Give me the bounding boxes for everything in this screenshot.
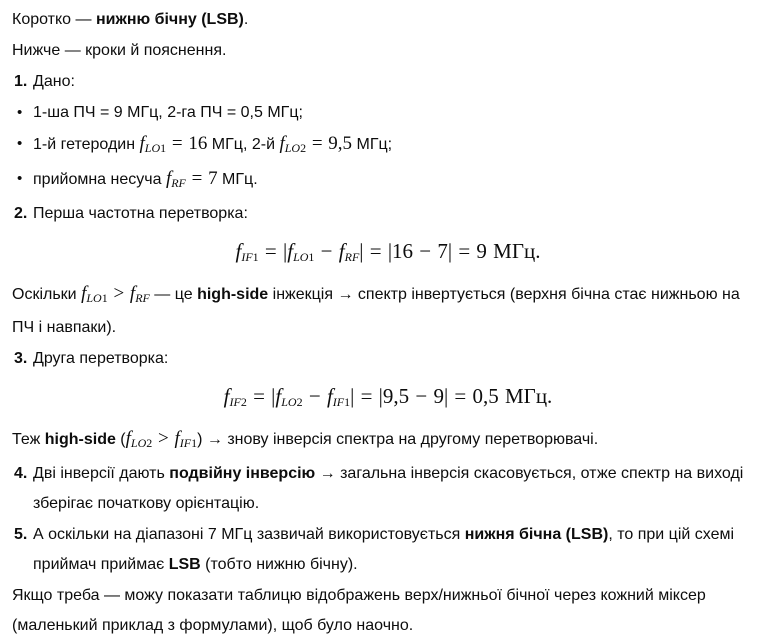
math-subscript: LO1: [86, 291, 108, 305]
math-variable: f: [279, 133, 285, 154]
list-item-text: [33, 459, 764, 519]
math-variable: f: [287, 239, 294, 263]
text-run: , то при цій схемі приймач приймає: [33, 526, 735, 573]
text-run: Оскільки: [12, 286, 82, 303]
math-subscript: LO2: [281, 395, 303, 409]
paragraph: [12, 5, 764, 35]
list-item-text: [33, 199, 764, 229]
math-expression: fLO1 = 16: [139, 133, 208, 155]
bullet-list-item: [12, 98, 764, 128]
list-item-text: [33, 129, 764, 163]
list-item-text: [33, 520, 764, 580]
math-subscript: IF1: [179, 436, 198, 450]
numbered-list-item: [12, 459, 764, 519]
math-subscript: IF1: [332, 395, 351, 409]
paragraph: [12, 581, 764, 641]
bullet-list-item: [12, 164, 764, 198]
math-subscript: RF: [344, 250, 360, 264]
text-run: МГц, 2-й: [207, 136, 280, 153]
text-run: ) → знову інверсія спектра на другому перетворювачі.: [197, 431, 599, 448]
text-run: (тобто нижню бічну).: [200, 556, 358, 573]
math-variable: f: [275, 384, 282, 408]
text-run: МГц.: [217, 171, 258, 188]
list-number-marker: 2.: [14, 205, 28, 222]
bold-text-run: подвійну інверсію: [169, 465, 316, 482]
list-item-text: [33, 98, 764, 128]
text-run: Коротко —: [12, 11, 96, 28]
text-run: 1-ша ПЧ = 9 МГц, 2-га ПЧ = 0,5 МГц;: [33, 104, 303, 121]
text-run: .: [243, 11, 249, 28]
math-subscript: LO2: [130, 436, 153, 450]
paragraph: [12, 36, 764, 66]
bullet-marker: •: [17, 135, 23, 152]
numbered-list-item: [12, 199, 764, 229]
math-variable: f: [338, 239, 345, 263]
numbered-list-item: [12, 67, 764, 97]
math-subscript: RF: [135, 291, 150, 305]
bullet-list-item: [12, 129, 764, 163]
paragraph: [12, 424, 764, 458]
bullet-marker: •: [17, 170, 23, 187]
math-expression: fLO2 = 9,5: [279, 133, 353, 155]
math-expression: fRF = 7: [165, 168, 218, 190]
bold-text-run: LSB: [168, 556, 201, 573]
text-run: — це: [149, 286, 198, 303]
math-subscript: RF: [171, 176, 186, 190]
text-run: Якщо треба — можу показати таблицю відображень верх/нижньої бічної через кожний міксер (маленький приклад з формулами), щоб було наочно.: [12, 587, 706, 634]
math-variable: f: [174, 428, 180, 449]
list-number-marker: 4.: [14, 465, 28, 482]
list-item-text: [33, 164, 764, 198]
math-variable: f: [223, 384, 230, 408]
math-subscript: IF1: [241, 250, 259, 264]
text-run: Теж: [12, 431, 45, 448]
display-formula: [12, 234, 764, 274]
list-item-text: [33, 344, 764, 374]
list-number-marker: 3.: [14, 350, 28, 367]
math-subscript: LO1: [144, 141, 167, 155]
bold-text-run: нижня бічна (LSB): [464, 526, 609, 543]
paragraph: [12, 279, 764, 343]
math-subscript: IF2: [229, 395, 247, 409]
math-variable: f: [125, 428, 131, 449]
math-variable: f: [235, 239, 242, 263]
list-item-text: [33, 67, 764, 97]
numbered-list-item: [12, 520, 764, 580]
math-expression: fIF1 = |fLO1 − fRF| = |16 − 7| = 9 МГц.: [235, 239, 541, 264]
text-run: → загальна інверсія скасовується, отже спектр на виході зберігає початкову орієнтацію.: [33, 465, 744, 512]
text-run: прийомна несуча: [33, 171, 166, 188]
text-run: Дано:: [33, 73, 75, 90]
bullet-marker: •: [17, 104, 23, 121]
list-number-marker: 5.: [14, 526, 28, 543]
bold-text-run: high-side: [197, 286, 269, 303]
numbered-list-item: [12, 344, 764, 374]
math-variable: f: [81, 283, 87, 304]
math-variable: f: [139, 133, 145, 154]
bold-text-run: high-side: [44, 431, 116, 448]
bold-text-run: нижню бічну (LSB): [95, 11, 244, 28]
math-expression: fLO1 > fRF: [81, 283, 150, 305]
text-run: А оскільки на діапазоні 7 МГц зазвичай використовується: [33, 526, 465, 543]
math-variable: f: [326, 384, 333, 408]
math-expression: fIF2 = |fLO2 − fIF1| = |9,5 − 9| = 0,5 МГц.: [223, 384, 553, 409]
text-run: (: [115, 431, 126, 448]
text-run: інжекція → спектр інвертується (верхня бічна стає нижньою на ПЧ і навпаки).: [12, 286, 740, 336]
math-variable: f: [165, 168, 172, 189]
text-run: Нижче — кроки й пояснення.: [12, 42, 227, 59]
text-run: Дві інверсії дають: [33, 465, 170, 482]
math-subscript: LO2: [284, 141, 307, 155]
display-formula: [12, 379, 764, 419]
text-run: Друга перетворка:: [33, 350, 169, 367]
math-variable: f: [129, 283, 136, 304]
text-run: МГц;: [352, 136, 393, 153]
math-subscript: LO1: [293, 250, 315, 264]
text-run: Перша частотна перетворка:: [33, 205, 248, 222]
math-expression: fLO2 > fIF1: [125, 428, 198, 450]
text-run: 1-й гетеродин: [33, 136, 140, 153]
list-number-marker: 1.: [14, 73, 28, 90]
